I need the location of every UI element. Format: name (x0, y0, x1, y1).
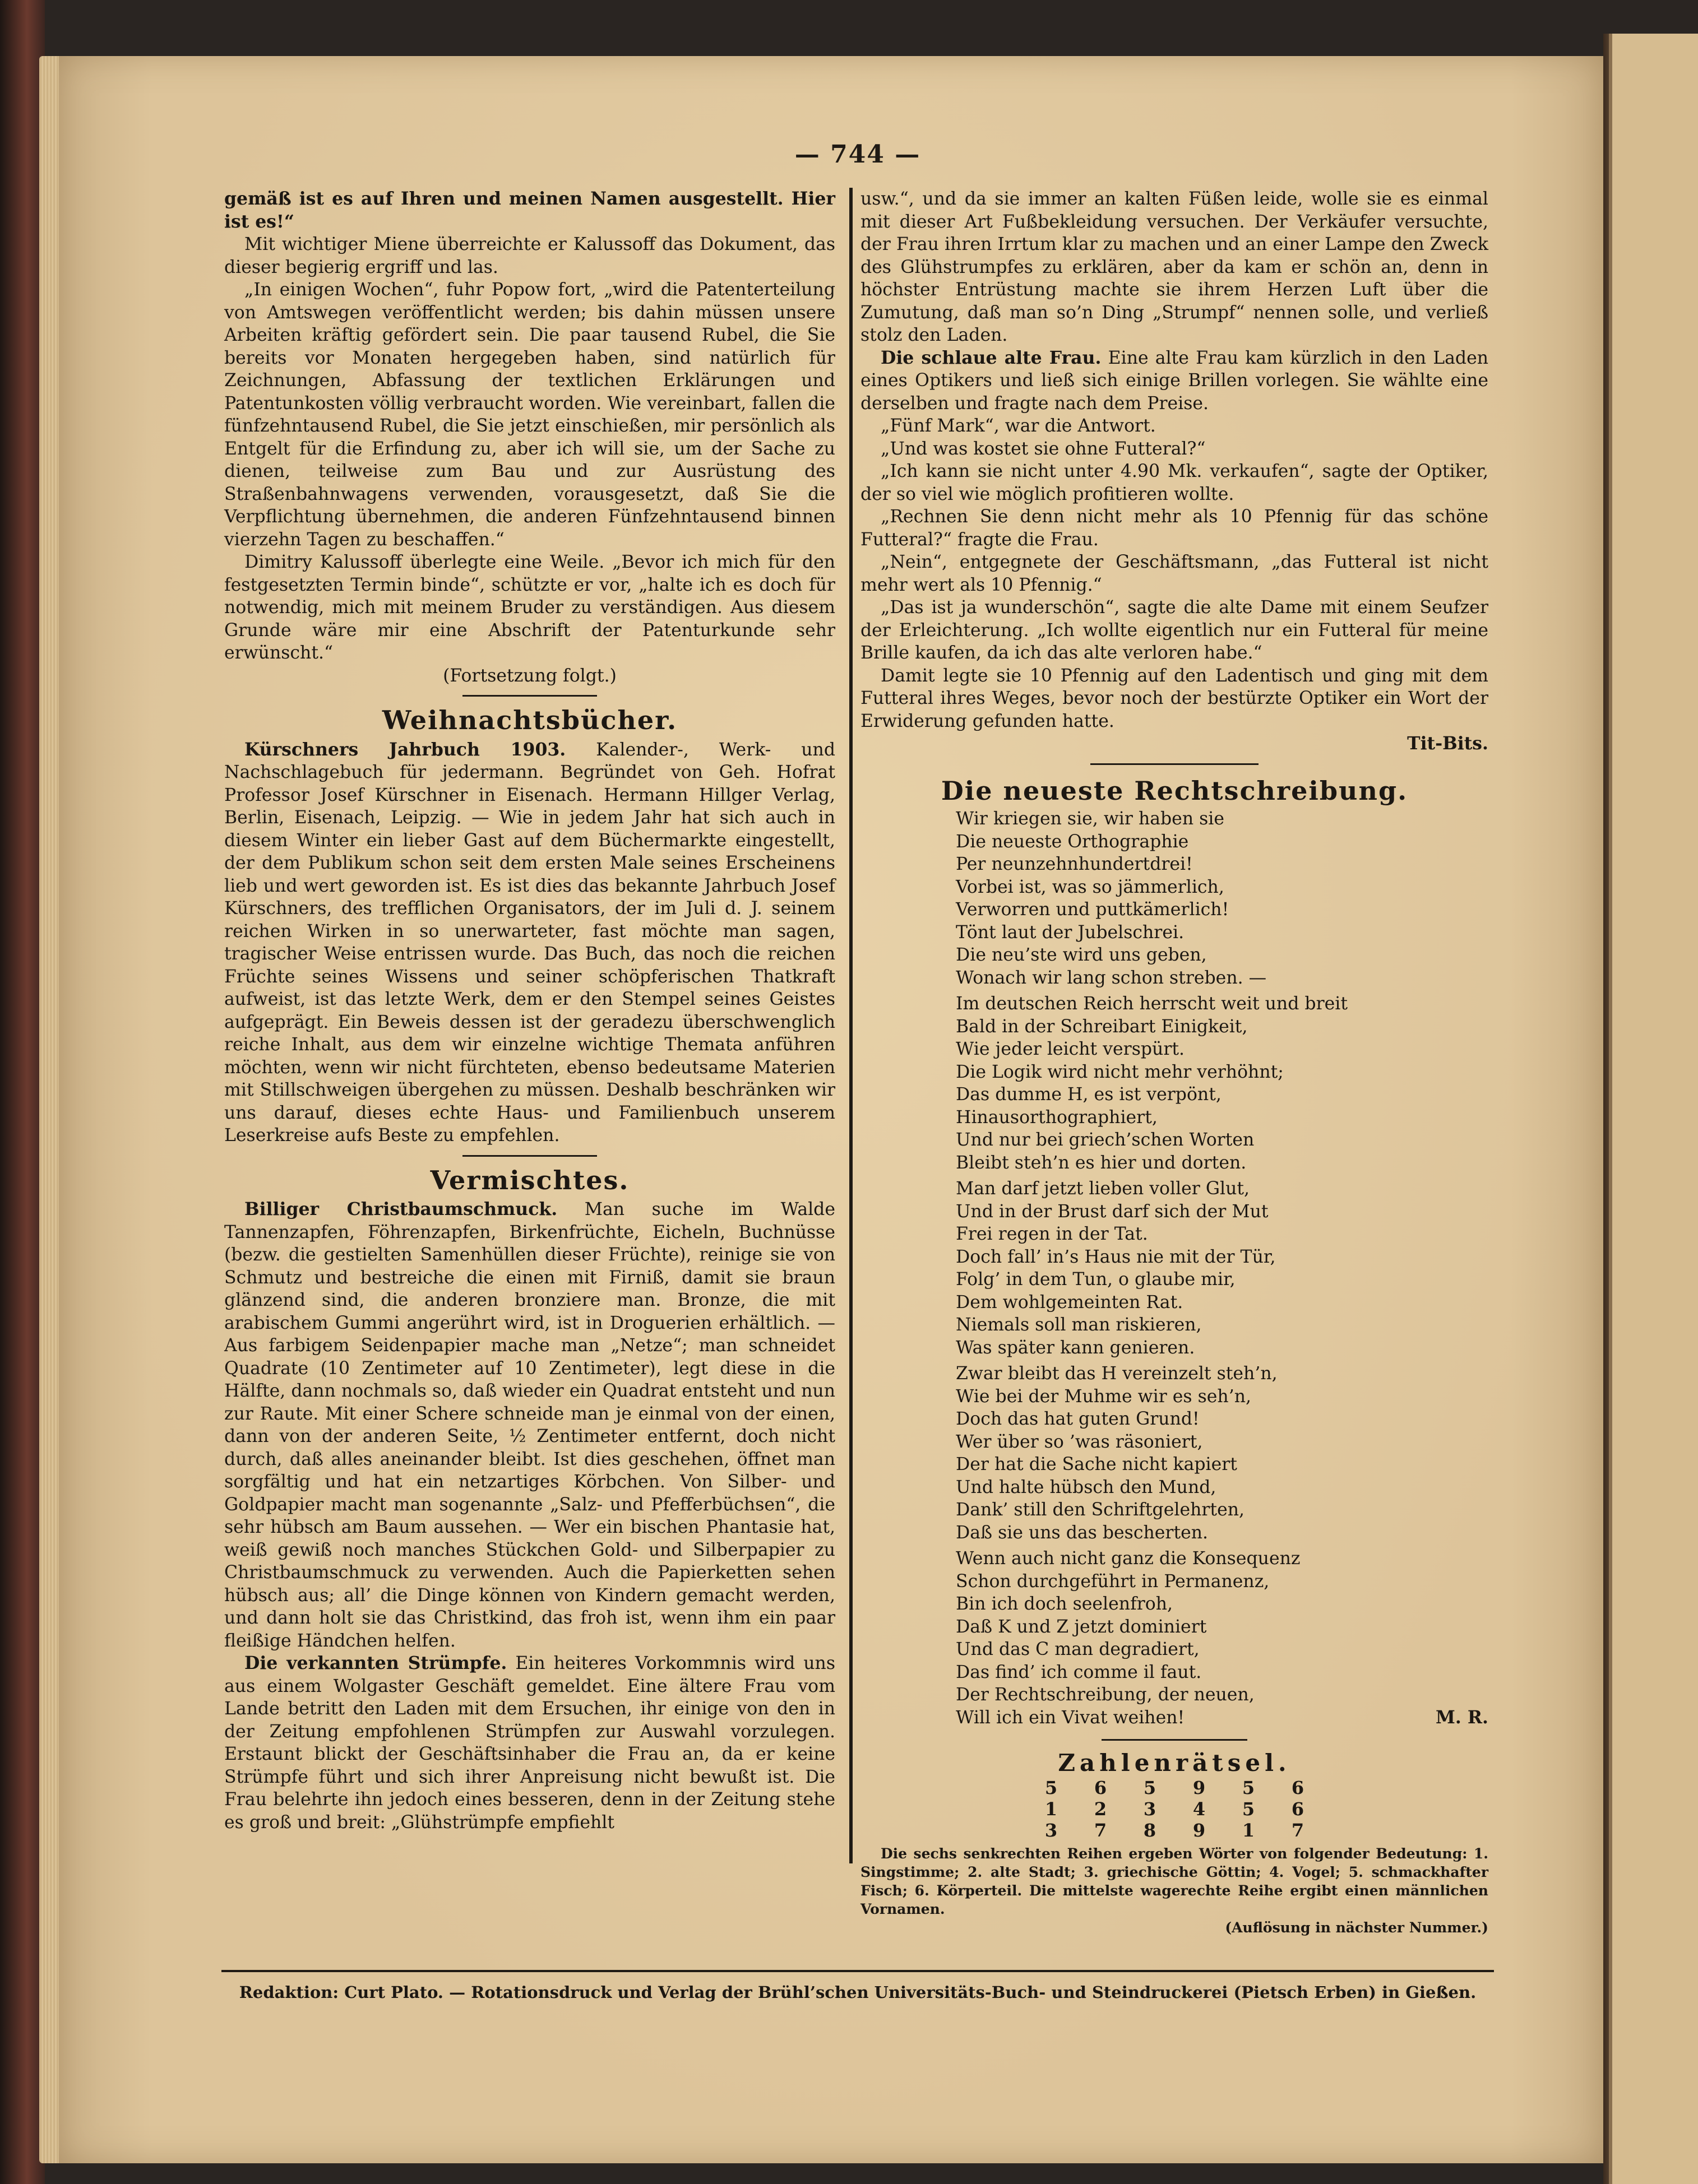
poem-line: Dank’ still den Schriftgelehrten, (956, 1500, 1245, 1520)
dialogue-line: „Fünf Mark“, war die Antwort. (881, 416, 1156, 436)
poem-last-line (956, 1707, 1488, 1729)
footer-rule (221, 1970, 1494, 1972)
page-number: — 744 — (794, 140, 921, 169)
section-rule (462, 1155, 597, 1157)
facing-page-edge (1609, 34, 1698, 2184)
poem-line: Hinausorthographiert, (956, 1107, 1158, 1128)
story-paragraph: Dimitry Kalussoff überlegte eine Weile. „Bevor ich mich für den festgesetzten Termin binde“, schützte er vor, „halte ich es doch für notwendig, mich mit meinem Bruder zu verständigen. Aus diesem Grunde wäre mir eine Abschrift der Patenturkunde sehr erwünscht.“ (224, 552, 835, 663)
poem-line: Vorbei ist, was so jämmerlich, (956, 877, 1224, 897)
puzzle-cell: 5 (1242, 1777, 1255, 1798)
imprint-footer: Redaktion: Curt Plato. — Rotationsdruck und Verlag der Brühl’schen Universitäts-Buch- und Steindruckerei (Pietsch Erben) in Gießen. (239, 1983, 1477, 2002)
puzzle-cell: 1 (1044, 1798, 1058, 1820)
oldwoman-article-title: Die schlaue alte Frau. (881, 347, 1102, 368)
poem-line: Per neunzehnhundertdrei! (956, 854, 1193, 874)
stockings-article (224, 1652, 835, 1834)
section-rule (1102, 1739, 1247, 1741)
poem-line: Zwar bleibt das H vereinzelt steh’n, (956, 1364, 1278, 1384)
puzzle-cell: 2 (1094, 1798, 1107, 1820)
poem-line: Wer über so ’was räsoniert, (956, 1431, 1203, 1452)
poem-line: Die neueste Orthographie (956, 831, 1189, 852)
puzzle-cell: 1 (1242, 1819, 1255, 1841)
poem-title: Die neueste Rechtschreibung. (941, 775, 1408, 806)
dialogue-line: „Das ist ja wunderschön“, sagte die alte Dame mit einem Seufzer der Erleichterung. „Ich wollte eigentlich nur ein Futteral für meine Brille kaufen, da ich das alte verloren habe.“ (860, 597, 1488, 663)
puzzle-cell: 3 (1143, 1798, 1156, 1820)
poem-line: Bald in der Schreibart Einigkeit, (956, 1016, 1248, 1037)
puzzle-row (1026, 1798, 1322, 1820)
poem-line: Daß sie uns das bescherten. (956, 1522, 1209, 1543)
puzzle-row (1026, 1777, 1322, 1798)
poem-line: Im deutschen Reich herrscht weit und breit (956, 994, 1348, 1014)
poem-line: Und nur bei griech’schen Worten (956, 1130, 1255, 1150)
poem-line: Wie bei der Muhme wir es seh’n, (956, 1386, 1252, 1407)
poem-line: Wonach wir lang schon streben. — (956, 967, 1267, 988)
book-review-title: Kürschners Jahrbuch 1903. (244, 739, 566, 760)
puzzle-cell: 7 (1094, 1819, 1107, 1841)
puzzle-grid (1026, 1777, 1322, 1841)
poem-line: Der hat die Sache nicht kapiert (956, 1454, 1237, 1474)
misc-article-text: Man suche im Walde Tannenzapfen, Föhrenzapfen, Birkenfrüchte, Eicheln, Buchnüsse (bezw. die gestielten Samenhüllen dieser Früchte), reinige sie von Schmutz und bestreiche die einen mit Firniß, damit sie braun glänzend sind, die anderen bronziere man. Bronze, die mit arabischem Gummi angerührt wird, ist in Droguerien erhältlich. — Aus farbigem Seidenpapier mache man „Netze“; man schneidet Quadrate (10 Zentimeter auf 10 Zentimeter), legt diese in die Hälfte, dann nochmals so, daß wieder ein Quadrat entsteht und nun zur Raute. Mit einer Schere schneide man je einmal von der einen, dann von der anderen Seite, ½ Zentimeter entfernt, doch nicht durch, daß alles aneinander bleibt. Ist dies geschehen, öffnet man sorgfältig und hat ein netzartiges Körbchen. Von Silber- und Goldpapier macht man sogenannte „Salz- und Pfefferbüchsen“, die sehr hübsch am Baum aussehen. — Wer ein bischen Phantasie hat, weiß gewiß noch manches Stückchen Gold- und Silberpapier zu Christbaumschmuck zu verwenden. Auch die Papierketten sehen hübsch aus; all’ die Dinge können von Kindern gemacht werden, und dann holt sie das Christkind, das froh ist, wenn ihm ein paar fleißige Händchen helfen. (224, 1199, 835, 1651)
poem-line: Folg’ in dem Tun, o glaube mir, (956, 1269, 1236, 1290)
puzzle-cell: 3 (1044, 1819, 1058, 1841)
right-column (860, 188, 1488, 1937)
poem-line: Was später kann genieren. (956, 1337, 1195, 1358)
poem-line: Und in der Brust darf sich der Mut (956, 1201, 1269, 1222)
poem-line: Wie jeder leicht verspürt. (956, 1039, 1185, 1059)
stockings-article-continued: usw.“, und da sie immer an kalten Füßen leide, wolle sie es einmal mit dieser Art Fußbekleidung versuchen. Der Verkäufer versuchte, der Frau ihren Irrtum klar zu machen und an einer Lampe den Zweck des Glühstrumpfes zu erklären, aber da kam er schön an, denn in höchster Entrüstung machte sie ihrem Herzen Luft über die Zumutung, daß man so’n Ding „Strumpf“ nennen solle, und verließ stolz den Laden. (860, 189, 1488, 345)
section-rule (1090, 763, 1259, 765)
puzzle-cell: 6 (1094, 1777, 1107, 1798)
dialogue-line: „Ich kann sie nicht unter 4.90 Mk. verkaufen“, sagte der Optiker, der so viel wie möglich profitieren wollte. (860, 461, 1488, 504)
puzzle-cell: 5 (1143, 1777, 1156, 1798)
poem-line: Wir kriegen sie, wir haben sie (956, 809, 1225, 829)
article-source: Tit-Bits. (1407, 733, 1488, 754)
puzzle-row (1026, 1820, 1322, 1841)
puzzle-title: Zahlenrätsel. (1058, 1749, 1291, 1777)
dialogue-line: „Rechnen Sie denn nicht mehr als 10 Pfennig für das schöne Futteral?“ fragte die Frau. (860, 507, 1488, 550)
oldwoman-article-text: Eine alte Frau kam kürzlich in den Laden eines Optikers und ließ sich einige Brillen vorlegen. Sie wählte eine derselben und fragte nach dem Preise. (860, 347, 1489, 414)
poem-stanza (956, 808, 1488, 989)
left-column (224, 188, 835, 1834)
misc-article-title: Billiger Christbaumschmuck. (244, 1199, 558, 1219)
poem-line: Will ich ein Vivat weihen! (956, 1707, 1185, 1728)
dialogue-line: „Nein“, entgegnete der Geschäftsmann, „das Futteral ist nicht mehr wert als 10 Pfennig.“ (860, 552, 1488, 595)
section-heading-books: Weihnachtsbücher. (382, 705, 678, 735)
puzzle-cell: 9 (1192, 1777, 1206, 1798)
poem-line: Verworren und puttkämerlich! (956, 899, 1229, 920)
column-divider (849, 188, 853, 1863)
poem-line: Dem wohlgemeinten Rat. (956, 1292, 1183, 1313)
dialogue-line: Damit legte sie 10 Pfennig auf den Ladentisch und ging mit dem Futteral ihres Weges, bevor noch der bestürzte Optiker ein Wort der Erwiderung gefunden hatte. (860, 665, 1488, 731)
stockings-article-text: Ein heiteres Vorkommnis wird uns aus einem Wolgaster Geschäft gemeldet. Eine ältere Frau vom Lande betritt den Laden mit dem Ersuchen, ihr einige von den in der Zeitung empfohlenen Strümpfen zur Auswahl vorzulegen. Erstaunt blickt der Geschäftsinhaber die Frau an, da er keine Strümpfe führt und sich ihrer Anpreisung nicht bewußt ist. Die Frau belehrte ihn jedoch eines besseren, denn in der Zeitung stehe es groß und breit: „Glühstrümpfe empfiehlt (224, 1653, 835, 1833)
book-review (224, 739, 835, 1147)
story-paragraph: gemäß ist es auf Ihren und meinen Namen ausgestellt. Hier ist es!“ (224, 188, 835, 232)
puzzle-cell: 5 (1242, 1798, 1255, 1820)
poem-line: Die neu’ste wird uns geben, (956, 945, 1207, 965)
poem-line: Schon durchgeführt in Permanenz, (956, 1571, 1270, 1592)
misc-article (224, 1198, 835, 1652)
section-heading-misc: Vermischtes. (430, 1165, 630, 1195)
book-binding (0, 0, 45, 2184)
poem-line: Doch fall’ in’s Haus nie mit der Tür, (956, 1246, 1276, 1267)
stockings-article-title: Die verkannten Strümpfe. (244, 1653, 507, 1673)
puzzle-cell: 4 (1192, 1798, 1206, 1820)
story-paragraph: „In einigen Wochen“, fuhr Popow fort, „wird die Patenterteilung von Amtswegen veröffentlicht werden; bis dahin müssen unsere Arbeiten kräftig gefördert sein. Die paar tausend Rubel, die Sie bereits vor Monaten hergegeben haben, sind natürlich für Zeichnungen, Abfassung der textlichen Erklärungen und Patentunkosten völlig verbraucht worden. Wie vereinbart, fallen die fünfzehntausend Rubel, die Sie jetzt einschießen, mir persönlich als Entgelt für die Erfindung zu, aber ich will sie, um der Sache zu dienen, teilweise zum Bau und zur Ausrüstung des Straßenbahnwagens verwenden, vorausgesetzt, daß Sie die Verpflichtung übernehmen, die anderen Fünfzehntausend binnen vierzehn Tagen zu beschaffen.“ (224, 280, 835, 550)
puzzle-cell: 6 (1291, 1798, 1304, 1820)
poem (860, 808, 1488, 1729)
poem-line: Das find’ ich comme il faut. (956, 1662, 1202, 1682)
poem-stanza (956, 1177, 1488, 1359)
poem-line: Die Logik wird nicht mehr verhöhnt; (956, 1061, 1284, 1082)
story-paragraph: Mit wichtiger Miene überreichte er Kalussoff das Dokument, das dieser begierig ergriff und las. (224, 234, 835, 277)
poem-line: Das dumme H, es ist verpönt, (956, 1084, 1222, 1105)
book-review-text: Kalender-, Werk- und Nachschlagebuch für jedermann. Begründet von Geh. Hofrat Professor Josef Kürschner in Eisenach. Hermann Hillger Verlag, Berlin, Eisenach, Leipzig. — Wie in jedem Jahr hat sich auch in diesem Winter ein lieber Gast auf dem Büchermarkte eingestellt, der dem Publikum schon seit dem ersten Male seines Erscheinens lieb und wert geworden ist. Es ist dies das bekannte Jahrbuch Josef Kürschners, des trefflichen Organisators, der im Juli d. J. seinem reichen Wirken in so unerwarteter, fast möchte man sagen, tragischer Weise entrissen wurde. Das Buch, das noch die reichen Früchte seines Wissens und seiner schöpferischen Thatkraft aufweist, ist das letzte Werk, dem er den Stempel seines Geistes aufgeprägt. Ein Beweis dessen ist der geradezu überschwenglich reiche Inhalt, aus dem wir einzelne wichtige Themata anführen möchten, wenn wir nicht fürchteten, ebenso bedeutsame Materien mit Stillschweigen übergehen zu müssen. Deshalb beschränken wir uns darauf, dieses echte Haus- und Familienbuch unserem Leserkreise aufs Beste zu empfehlen. (224, 739, 835, 1146)
poem-line: Doch das hat guten Grund! (956, 1409, 1200, 1429)
puzzle-description: Die sechs senkrechten Reihen ergeben Wörter von folgender Bedeutung: 1. Singstimme; 2. alte Stadt; 3. griechische Göttin; 4. Vogel; 5. schmackhafter Fisch; 6. Körperteil. Die mittelste wagerechte Reihe ergibt einen männlichen Vornamen. (860, 1845, 1488, 1917)
poem-line: Der Rechtschreibung, der neuen, (956, 1685, 1255, 1705)
puzzle-cell: 8 (1143, 1819, 1156, 1841)
poem-stanza (956, 1362, 1488, 1544)
puzzle-cell: 7 (1291, 1819, 1304, 1841)
poem-signature: M. R. (1436, 1707, 1488, 1728)
poem-line: Und halte hübsch den Mund, (956, 1477, 1216, 1497)
continuation-note: (Fortsetzung folgt.) (443, 665, 617, 686)
poem-line: Und das C man degradiert, (956, 1639, 1200, 1659)
poem-line: Daß K und Z jetzt dominiert (956, 1616, 1207, 1637)
poem-line: Niemals soll man riskieren, (956, 1315, 1202, 1335)
poem-line: Bin ich doch seelenfroh, (956, 1594, 1173, 1614)
puzzle-cell: 5 (1044, 1777, 1058, 1798)
poem-line: Man darf jetzt lieben voller Glut, (956, 1179, 1250, 1199)
poem-line: Bleibt steh’n es hier und dorten. (956, 1152, 1247, 1173)
section-rule (462, 695, 597, 697)
dialogue-line: „Und was kostet sie ohne Futteral?“ (881, 438, 1206, 459)
oldwoman-article (860, 347, 1488, 415)
poem-line: Frei regen in der Tat. (956, 1224, 1148, 1244)
poem-line: Wenn auch nicht ganz die Konsequenz (956, 1548, 1301, 1569)
puzzle-cell: 6 (1291, 1777, 1304, 1798)
poem-line: Tönt laut der Jubelschrei. (956, 922, 1185, 943)
poem-stanza (956, 1547, 1488, 1729)
poem-stanza (956, 993, 1488, 1174)
puzzle-cell: 9 (1192, 1819, 1206, 1841)
puzzle-note: (Auflösung in nächster Nummer.) (1225, 1919, 1488, 1936)
